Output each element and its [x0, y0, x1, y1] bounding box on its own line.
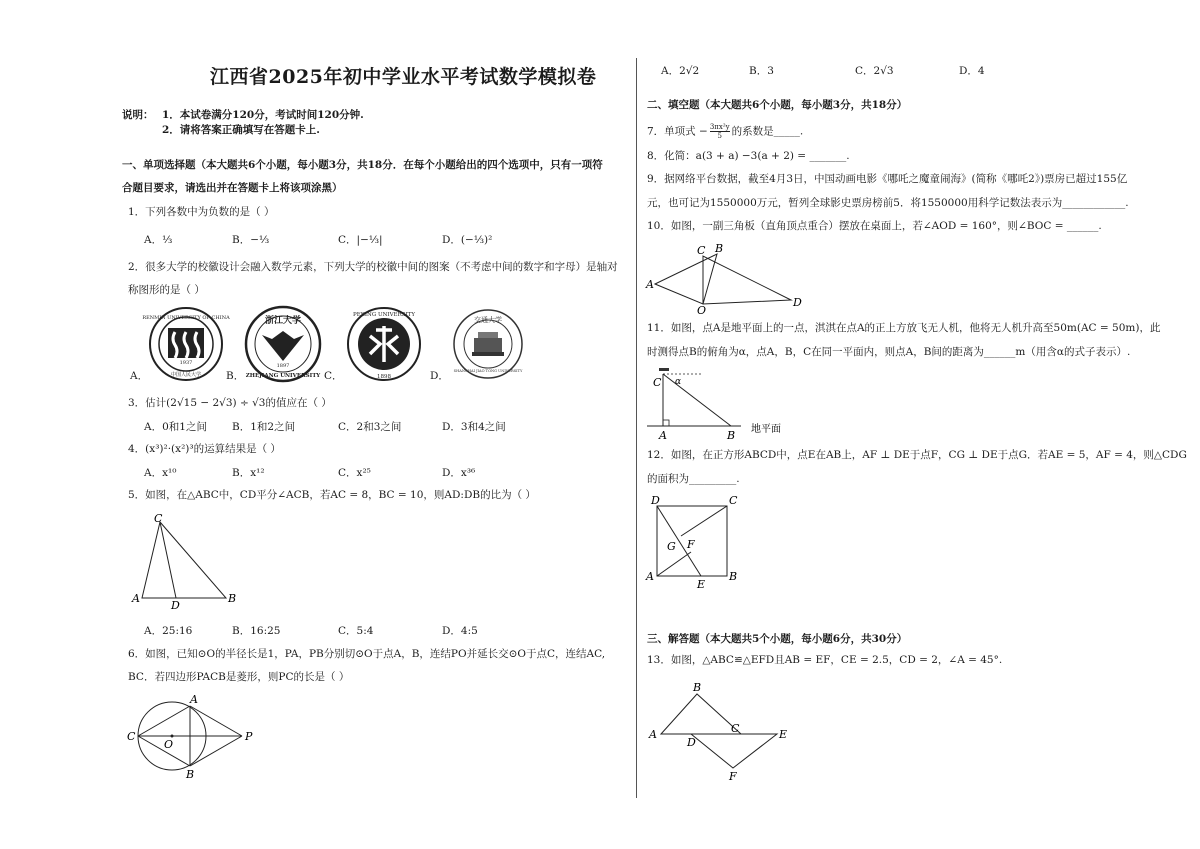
section2-heading: 二、填空题（本大题共6个小题，每小题3分，共18分） — [647, 99, 908, 111]
logo-a-text: RENMIN UNIVERSITY OF CHINA — [142, 315, 230, 321]
q6-stem-line1: 6．如图，已知⊙O的半径长是1，PA，PB分别切⊙O于点A，B，连结PO并延长交⊙O于点C，连结AC, — [128, 648, 606, 660]
q1-option-d: D．(−⅓)² — [442, 234, 493, 246]
q12-label-g: G — [667, 540, 676, 553]
q4-option-a: A．x¹⁰ — [144, 467, 177, 479]
q13-label-f: F — [729, 770, 737, 783]
q11-label-b: B — [727, 429, 736, 442]
q6-label-p: P — [245, 730, 253, 743]
page-title: 江西省2025年初中学业水平考试数学模拟卷 — [210, 66, 597, 88]
q3-option-a: A．0和1之间 — [144, 421, 207, 433]
section3-heading: 三、解答题（本大题共5个小题，每小题6分，共30分） — [647, 633, 908, 645]
q5-option-c: C．5:4 — [338, 625, 374, 637]
q2-option-c: C． — [324, 370, 343, 382]
logo-a-cn: 中国人民大学 — [170, 372, 202, 378]
q11-drone-figure — [645, 362, 805, 442]
logo-c-text: PEKING UNIVERSITY — [353, 312, 415, 318]
q10-label-b: B — [715, 242, 724, 255]
logo-b-cn: 浙江大学 — [264, 316, 302, 326]
q3-option-b: B．1和2之间 — [232, 421, 296, 433]
logo-a-year: 1937 — [179, 360, 193, 366]
q12-label-b: B — [729, 570, 738, 583]
q12-line1: 12．如图，在正方形ABCD中，点E在AB上，AF ⊥ DE于点F，CG ⊥ DE于点G．若AE = 5，AF = 4，则△CDG — [647, 449, 1187, 461]
q4-stem: 4．(x³)²·(x²)³的运算结果是（ ） — [128, 443, 281, 455]
q12-label-e: E — [697, 578, 706, 591]
peking-university-logo — [346, 306, 422, 382]
section1-heading-line1: 一、单项选择题（本大题共6个小题，每小题3分，共18分．在每个小题给出的四个选项中，只有一项符 — [122, 159, 603, 171]
column-divider — [636, 58, 637, 798]
q2-option-d: D． — [430, 370, 449, 382]
logo-c-year: 1898 — [377, 374, 391, 380]
q7-denominator: 5 — [717, 132, 722, 140]
q5-triangle-figure — [126, 510, 246, 610]
q5-label-b: B — [228, 592, 237, 605]
q6-label-b: B — [186, 768, 195, 781]
section1-heading-line2: 合题目要求，请选出并在答题卡上将该项涂黑） — [122, 182, 343, 194]
logo-d-cn: 交通大学 — [474, 316, 502, 324]
q5-label-c: C — [154, 512, 163, 525]
q12-line2: 的面积为_________. — [647, 473, 740, 485]
q11-line2: 时测得点B的俯角为α，点A，B，C在同一平面内，则点A，B间的距离为______m（用含α的式子表示）. — [647, 346, 1131, 358]
q13-label-e: E — [779, 728, 788, 741]
notes-label: 说明： — [122, 109, 154, 121]
q2-stem-line1: 2．很多大学的校徽设计会融入数学元素，下列大学的校徽中间的图案（不考虑中间的数字和字母）是轴对 — [128, 261, 618, 273]
q6-label-o: O — [164, 738, 174, 751]
q8-stem: 8．化简：a(3 + a) −3(a + 2) = _______. — [647, 150, 850, 162]
q7-pre: 7．单项式 − — [647, 125, 708, 138]
q1-option-c: C．|−⅓| — [338, 234, 383, 246]
q11-label-alpha: α — [675, 377, 682, 387]
q10-label-d: D — [793, 296, 802, 309]
q6-label-c: C — [127, 730, 136, 743]
q12-label-a: A — [646, 570, 654, 583]
q2-option-a: A． — [130, 370, 149, 382]
renmin-university-logo — [142, 306, 230, 382]
q5-label-d: D — [171, 599, 180, 612]
q13-stem: 13．如图，△ABC≌△EFD且AB = EF，CE = 2.5，CD = 2，∠A = 45°. — [647, 654, 1003, 666]
logo-b-text: ZHEJIANG UNIVERSITY — [245, 373, 321, 379]
q13-label-c: C — [731, 722, 740, 735]
q10-stem: 10．如图，一副三角板（直角顶点重合）摆放在桌面上，若∠AOD = 160°，则∠BOC = ______. — [647, 220, 1102, 232]
q1-stem: 1．下列各数中为负数的是（ ） — [128, 206, 275, 218]
q13-triangles-figure — [645, 676, 795, 786]
q6-circle-figure — [124, 690, 264, 780]
q9-line2: 元，也可记为1550000万元，暂列全球影史票房榜前5．将1550000用科学记数法表示为____________. — [647, 197, 1129, 209]
drone-icon — [659, 368, 669, 371]
q2-option-b: B． — [226, 370, 245, 382]
q12-square-figure — [645, 494, 755, 590]
q11-line1: 11．如图，点A是地平面上的一点，淇淇在点A的正上方放飞无人机，他将无人机升高至50m(AC = 50m)，此 — [647, 322, 1161, 334]
q4-option-d: D．x³⁶ — [442, 467, 476, 479]
q12-label-d: D — [651, 494, 660, 507]
notes-line1: 1．本试卷满分120分，考试时间120分钟. — [162, 109, 364, 121]
shanghai-jiaotong-logo — [452, 308, 524, 380]
logo-b-year: 1897 — [276, 363, 290, 369]
q2-stem-line2: 称图形的是（ ） — [128, 284, 205, 296]
q5-option-a: A．25:16 — [144, 625, 193, 637]
q13-label-a: A — [649, 728, 657, 741]
q11-label-c: C — [653, 376, 662, 389]
q1-option-a: A．⅓ — [144, 234, 173, 246]
q5-stem: 5．如图，在△ABC中，CD平分∠ACB，若AC = 8，BC = 10，则AD:DB的比为（ ） — [128, 489, 536, 501]
q6-label-a: A — [190, 693, 198, 706]
q4-option-b: B．x¹² — [232, 467, 265, 479]
q7-post: 的系数是_____. — [731, 125, 804, 138]
q5-option-b: B．16:25 — [232, 625, 281, 637]
q4-option-c: C．x²⁵ — [338, 467, 371, 479]
q6-stem-line2: BC．若四边形PACB是菱形，则PC的长是（ ） — [128, 671, 350, 683]
q13-label-d: D — [687, 736, 696, 749]
q7-numerator: 3πx²y — [709, 123, 730, 131]
notes-line2: 2．请将答案正确填写在答题卡上. — [162, 124, 320, 136]
q13-label-b: B — [693, 681, 702, 694]
q3-option-d: D．3和4之间 — [442, 421, 506, 433]
q7-fraction — [710, 123, 730, 140]
q11-ground-label: 地平面 — [751, 424, 781, 435]
q3-stem: 3．估计(2√15 − 2√3) ÷ √3的值应在（ ） — [128, 397, 332, 409]
q12-label-f: F — [687, 538, 695, 551]
q12-label-c: C — [729, 494, 738, 507]
q9-line1: 9．据网络平台数据，截至4月3日，中国动画电影《哪吒之魔童闹海》(简称《哪吒2》)票房已超过155亿 — [647, 173, 1128, 185]
q10-label-o: O — [697, 304, 707, 317]
q6-option-b: B．3 — [749, 65, 774, 77]
logo-d-text: SHANGHAI JIAO TONG UNIVERSITY — [453, 369, 523, 373]
q7-stem — [647, 123, 803, 140]
q10-triangles-figure — [645, 238, 815, 317]
q3-option-c: C．2和3之间 — [338, 421, 402, 433]
q1-option-b: B．−⅓ — [232, 234, 270, 246]
q5-option-d: D．4:5 — [442, 625, 478, 637]
q6-option-a: A．2√2 — [661, 65, 700, 77]
q10-label-a: A — [646, 278, 654, 291]
q10-label-c: C — [697, 244, 706, 257]
q5-label-a: A — [132, 592, 140, 605]
q6-option-d: D．4 — [959, 65, 985, 77]
zhejiang-university-logo — [244, 305, 322, 383]
q6-option-c: C．2√3 — [855, 65, 894, 77]
q11-label-a: A — [659, 429, 667, 442]
